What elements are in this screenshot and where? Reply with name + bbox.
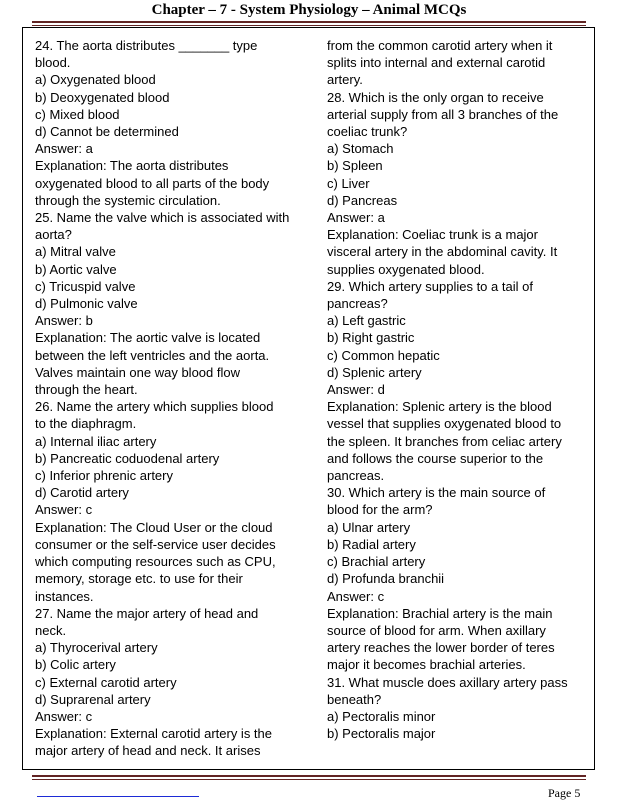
text-line: b) Pancreatic coduodenal artery: [35, 450, 220, 466]
text-line: artery.: [327, 72, 363, 88]
text-line: d) Profunda branchii: [327, 571, 445, 587]
text-line: neck.: [35, 622, 67, 638]
text-line: b) Radial artery: [327, 536, 416, 552]
text-line: a) Internal iliac artery: [35, 433, 157, 449]
text-line: major artery of head and neck. It arises: [35, 743, 261, 759]
text-line: b) Spleen: [327, 158, 383, 174]
text-line: d) Pulmonic valve: [35, 296, 138, 312]
text-line: d) Cannot be determined: [35, 124, 179, 140]
text-line: Explanation: The aortic valve is located: [35, 330, 261, 346]
text-line: Answer: c: [35, 708, 93, 724]
text-line: c) Common hepatic: [327, 347, 440, 363]
text-line: to the diaphragm.: [35, 416, 137, 432]
text-line: Answer: a: [327, 210, 385, 226]
text-line: 24. The aorta distributes _______ type: [35, 38, 258, 53]
text-line: blood.: [35, 55, 71, 71]
text-line: Explanation: Brachial artery is the main: [327, 605, 553, 621]
header-rule-thin: [32, 25, 586, 26]
text-line: Answer: c: [35, 502, 93, 518]
text-line: artery reaches the lower border of teres: [327, 640, 555, 656]
text-line: b) Colic artery: [35, 657, 116, 673]
text-line: aorta?: [35, 227, 72, 243]
text-line: beneath?: [327, 691, 382, 707]
text-line: through the systemic circulation.: [35, 192, 221, 208]
text-line: blood for the arm?: [327, 502, 433, 518]
text-line: a) Mitral valve: [35, 244, 116, 260]
page-number: Page 5: [548, 786, 581, 800]
text-line: a) Pectoralis minor: [327, 708, 436, 724]
text-line: through the heart.: [35, 382, 138, 398]
text-line: Explanation: External carotid artery is the: [35, 726, 273, 742]
text-line: Explanation: The aorta distributes: [35, 158, 229, 174]
text-line: Valves maintain one way blood flow: [35, 364, 240, 380]
footer-rule-thin: [32, 779, 586, 780]
page-header-title: Chapter – 7 - System Physiology – Animal MCQs: [151, 2, 467, 18]
text-line: b) Right gastric: [327, 330, 415, 346]
text-line: b) Aortic valve: [35, 261, 117, 277]
text-line: 31. What muscle does axillary artery pass: [327, 674, 568, 690]
text-line: b) Pectoralis major: [327, 726, 436, 742]
text-line: 29. Which artery supplies to a tail of: [327, 278, 533, 294]
text-line: pancreas?: [327, 296, 388, 312]
text-line: a) Left gastric: [327, 313, 406, 329]
text-line: 26. Name the artery which supplies blood: [35, 399, 274, 415]
text-line: the spleen. It branches from celiac artery: [327, 433, 562, 449]
text-line: 27. Name the major artery of head and: [35, 605, 259, 621]
text-line: 28. Which is the only organ to receive: [327, 89, 544, 105]
text-line: splits into internal and external carotid: [327, 55, 546, 71]
text-line: Answer: a: [35, 141, 93, 157]
text-line: Explanation: Splenic artery is the blood: [327, 399, 552, 415]
text-line: a) Ulnar artery: [327, 519, 411, 535]
text-line: memory, storage etc. to use for their: [35, 571, 243, 587]
text-line: arterial supply from all 3 branches of the: [327, 106, 559, 122]
text-line: a) Stomach: [327, 141, 394, 157]
text-line: d) Suprarenal artery: [35, 691, 151, 707]
left-text-column: [35, 37, 305, 760]
text-line: Answer: d: [327, 382, 385, 398]
text-line: Answer: c: [327, 588, 385, 604]
footer-rule-thick: [32, 775, 586, 777]
text-line: 25. Name the valve which is associated with: [35, 210, 290, 226]
text-line: major it becomes brachial arteries.: [327, 657, 526, 673]
text-line: vessel that supplies oxygenated blood to: [327, 416, 562, 432]
text-line: instances.: [35, 588, 94, 604]
text-line: b) Deoxygenated blood: [35, 89, 170, 105]
text-line: a) Thyrocerival artery: [35, 640, 158, 656]
text-line: c) Inferior phrenic artery: [35, 468, 173, 484]
text-line: consumer or the self-service user decides: [35, 536, 276, 552]
text-line: c) Brachial artery: [327, 554, 426, 570]
text-line: 30. Which artery is the main source of: [327, 485, 546, 501]
text-line: c) Mixed blood: [35, 106, 120, 122]
text-line: supplies oxygenated blood.: [327, 261, 485, 277]
right-text-column: [327, 37, 589, 742]
text-line: pancreas.: [327, 468, 385, 484]
text-line: d) Splenic artery: [327, 364, 422, 380]
text-line: d) Carotid artery: [35, 485, 129, 501]
text-line: coeliac trunk?: [327, 124, 408, 140]
text-line: visceral artery in the abdominal cavity. It: [327, 244, 558, 260]
text-line: from the common carotid artery when it: [327, 38, 553, 53]
text-line: source of blood for arm. When axillary: [327, 622, 546, 638]
text-line: c) External carotid artery: [35, 674, 177, 690]
text-line: between the left ventricles and the aorta.: [35, 347, 270, 363]
text-line: c) Liver: [327, 175, 370, 191]
text-line: d) Pancreas: [327, 192, 398, 208]
text-line: and follows the course superior to the: [327, 450, 544, 466]
text-line: Explanation: The Cloud User or the cloud: [35, 519, 273, 535]
text-line: Answer: b: [35, 313, 93, 329]
header-rule-thick: [32, 21, 586, 23]
text-line: which computing resources such as CPU,: [35, 554, 276, 570]
footer-link[interactable]: [37, 784, 199, 797]
text-line: c) Tricuspid valve: [35, 278, 136, 294]
text-line: Explanation: Coeliac trunk is a major: [327, 227, 538, 243]
text-line: a) Oxygenated blood: [35, 72, 156, 88]
text-line: oxygenated blood to all parts of the body: [35, 175, 270, 191]
